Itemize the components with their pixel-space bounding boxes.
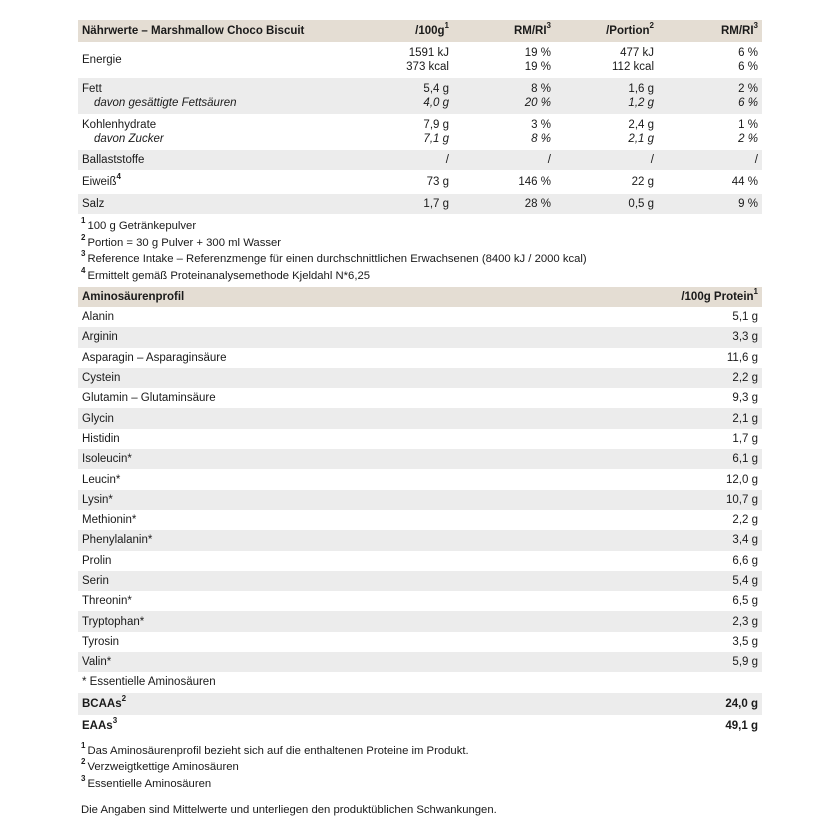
footnote: $^3$ Essentielle Aminosäuren <box>81 773 212 790</box>
amino-title: Aminosäurenprofil <box>82 291 185 303</box>
label-salz: Salz <box>82 198 105 210</box>
ballast-portion: / <box>650 154 654 166</box>
row-bcaas <box>78 693 762 715</box>
amino-header-row <box>78 287 762 307</box>
footnote: $^2$ Verzweigtkettige Aminosäuren <box>81 757 239 774</box>
row-eiweiss <box>78 170 762 194</box>
amino-row <box>78 368 762 388</box>
amino-row <box>78 327 762 347</box>
amino-value: 12,0 g <box>726 473 758 486</box>
amino-name: Isoleucin* <box>82 453 132 466</box>
amino-name: Glutamin – Glutaminsäure <box>82 392 216 405</box>
fett-ri-100g: 8 % 20 % <box>524 83 551 109</box>
label-energie: Energie <box>82 54 122 66</box>
amino-row <box>78 429 762 449</box>
footnote: $^1$ Das Aminosäurenprofil bezieht sich auf die enthaltenen Proteine im Produkt. <box>81 740 469 757</box>
footnote: $^1$ 100 g Getränkepulver <box>81 216 197 232</box>
header-rm-ri-portion: $RM/RI^3$ <box>720 21 758 37</box>
amino-value: 2,3 g <box>732 615 758 628</box>
row-eaas <box>78 715 762 737</box>
ballast-ri-100g: / <box>547 154 551 166</box>
label-ballaststoffe: Ballaststoffe <box>82 154 145 166</box>
amino-value: 5,9 g <box>732 656 758 669</box>
header-per-100g: $/100g^1$ <box>415 21 449 37</box>
amino-name: Threonin* <box>82 595 132 608</box>
ballast-ri-portion: / <box>754 154 758 166</box>
header-per-portion: /Portion$^2$ <box>606 21 654 37</box>
kh-portion: 2,4 g 2,1 g <box>628 119 654 145</box>
amino-row <box>78 510 762 530</box>
eiweiss-portion: 22 g <box>631 176 654 188</box>
row-ballaststoffe <box>78 150 762 170</box>
ballast-100g: / <box>445 154 449 166</box>
footnote: $^2$ Portion = 30 g Pulver + 300 ml Wasser <box>81 232 282 249</box>
header-rm-ri-100g: $RM/RI^3$ <box>513 21 551 37</box>
amino-row <box>78 652 762 672</box>
amino-row <box>78 449 762 469</box>
eiweiss-ri-portion: 44 % <box>731 176 758 188</box>
amino-footnotes <box>78 740 762 793</box>
amino-row <box>78 551 762 571</box>
disclaimer: Die Angaben sind Mittelwerte und unterliegen den produktüblichen Schwankungen. <box>81 804 497 817</box>
row-salz <box>78 194 762 214</box>
amino-value: 5,4 g <box>732 575 758 587</box>
nutrition-document <box>78 20 762 819</box>
value-eaas: 49,1 g <box>725 719 758 732</box>
amino-name: Glycin <box>82 412 114 425</box>
amino-row <box>78 611 762 631</box>
kh-ri-100g: 3 % 8 % <box>531 119 551 145</box>
amino-value: 3,4 g <box>732 534 758 547</box>
row-energie <box>78 42 762 78</box>
amino-row <box>78 591 762 611</box>
kh-ri-portion: 1 % 2 % <box>738 119 758 145</box>
salz-portion: 0,5 g <box>628 198 654 210</box>
nutrition-footnotes <box>78 218 762 284</box>
fett-100g: 5,4 g 4,0 g <box>423 83 449 109</box>
amino-value: 9,3 g <box>732 392 758 405</box>
amino-value: 11,6 g <box>726 351 758 364</box>
energie-portion: 477 kJ 112 kcal <box>612 47 654 73</box>
fett-portion: 1,6 g 1,2 g <box>628 83 654 109</box>
salz-100g: 1,7 g <box>423 198 449 210</box>
amino-name: Tryptophan* <box>82 615 145 628</box>
amino-row <box>78 388 762 408</box>
amino-value: 3,5 g <box>732 635 758 648</box>
amino-name: Prolin <box>82 554 112 567</box>
amino-row <box>78 469 762 489</box>
amino-value: 6,5 g <box>732 595 758 608</box>
amino-value: 6,1 g <box>732 453 758 466</box>
amino-name: Leucin* <box>82 473 121 486</box>
nutrition-table <box>78 20 762 214</box>
amino-row <box>78 348 762 368</box>
amino-value: 2,1 g <box>732 412 758 425</box>
amino-name: Valin* <box>82 656 112 669</box>
energie-ri-portion: 6 % 6 % <box>738 47 758 73</box>
label-bcaas: BCAAs$^2$ <box>82 693 127 710</box>
row-kohlenhydrate <box>78 114 762 150</box>
amino-row <box>78 408 762 428</box>
amino-acid-table <box>78 287 762 737</box>
nutrition-header-row <box>78 20 762 42</box>
salz-ri-100g: 28 % <box>524 198 551 210</box>
amino-value: 3,3 g <box>732 331 758 344</box>
label-kohlenhydrate: Kohlenhydrate davon Zucker <box>82 119 164 145</box>
value-bcaas: 24,0 g <box>725 697 758 710</box>
amino-name: Methionin* <box>82 514 137 527</box>
header-per-100g-protein: /100g Protein$^1$ <box>681 287 758 303</box>
amino-name: Arginin <box>82 331 118 344</box>
amino-name: Lysin* <box>82 493 113 506</box>
essential-note: * Essentielle Aminosäuren <box>82 676 216 689</box>
fett-ri-portion: 2 % 6 % <box>738 83 758 109</box>
amino-name: Serin <box>82 575 109 587</box>
amino-name: Alanin <box>82 311 114 324</box>
footnote: $^4$ Ermittelt gemäß Proteinanalysemethode Kjeldahl N*6,25 <box>81 265 371 282</box>
label-eiweiss: Eiweiß$^4$ <box>82 172 121 188</box>
amino-row <box>78 632 762 652</box>
amino-name: Phenylalanin* <box>82 534 153 547</box>
amino-value: 6,6 g <box>732 554 758 567</box>
essential-note-row <box>78 672 762 692</box>
amino-value: 1,7 g <box>732 432 758 445</box>
amino-value: 2,2 g <box>732 372 758 385</box>
nutrition-title: Nährwerte – Marshmallow Choco Biscuit <box>82 25 305 37</box>
amino-name: Asparagin – Asparaginsäure <box>82 351 227 364</box>
amino-name: Cystein <box>82 372 121 385</box>
kh-100g: 7,9 g 7,1 g <box>423 119 449 145</box>
amino-name: Tyrosin <box>82 635 120 648</box>
amino-value: 5,1 g <box>732 311 758 324</box>
label-fett: Fett davon gesättigte Fettsäuren <box>82 83 237 109</box>
label-eaas: EAAs$^3$ <box>82 715 118 732</box>
energie-ri-100g: 19 % 19 % <box>524 47 551 73</box>
row-fett <box>78 78 762 114</box>
eiweiss-100g: 73 g <box>426 176 449 188</box>
eiweiss-ri-100g: 146 % <box>518 176 551 188</box>
salz-ri-portion: 9 % <box>738 198 758 210</box>
amino-name: Histidin <box>82 432 120 445</box>
amino-value: 2,2 g <box>732 514 758 527</box>
footnote: $^3$ Reference Intake – Referenzmenge für einen durchschnittlichen Erwachsenen (8400 kJ / 2000 kcal) <box>81 249 587 265</box>
amino-row <box>78 571 762 591</box>
amino-row <box>78 490 762 510</box>
amino-row <box>78 307 762 327</box>
amino-value: 10,7 g <box>726 493 758 506</box>
energie-100g: 1591 kJ 373 kcal <box>406 47 449 73</box>
amino-row <box>78 530 762 550</box>
